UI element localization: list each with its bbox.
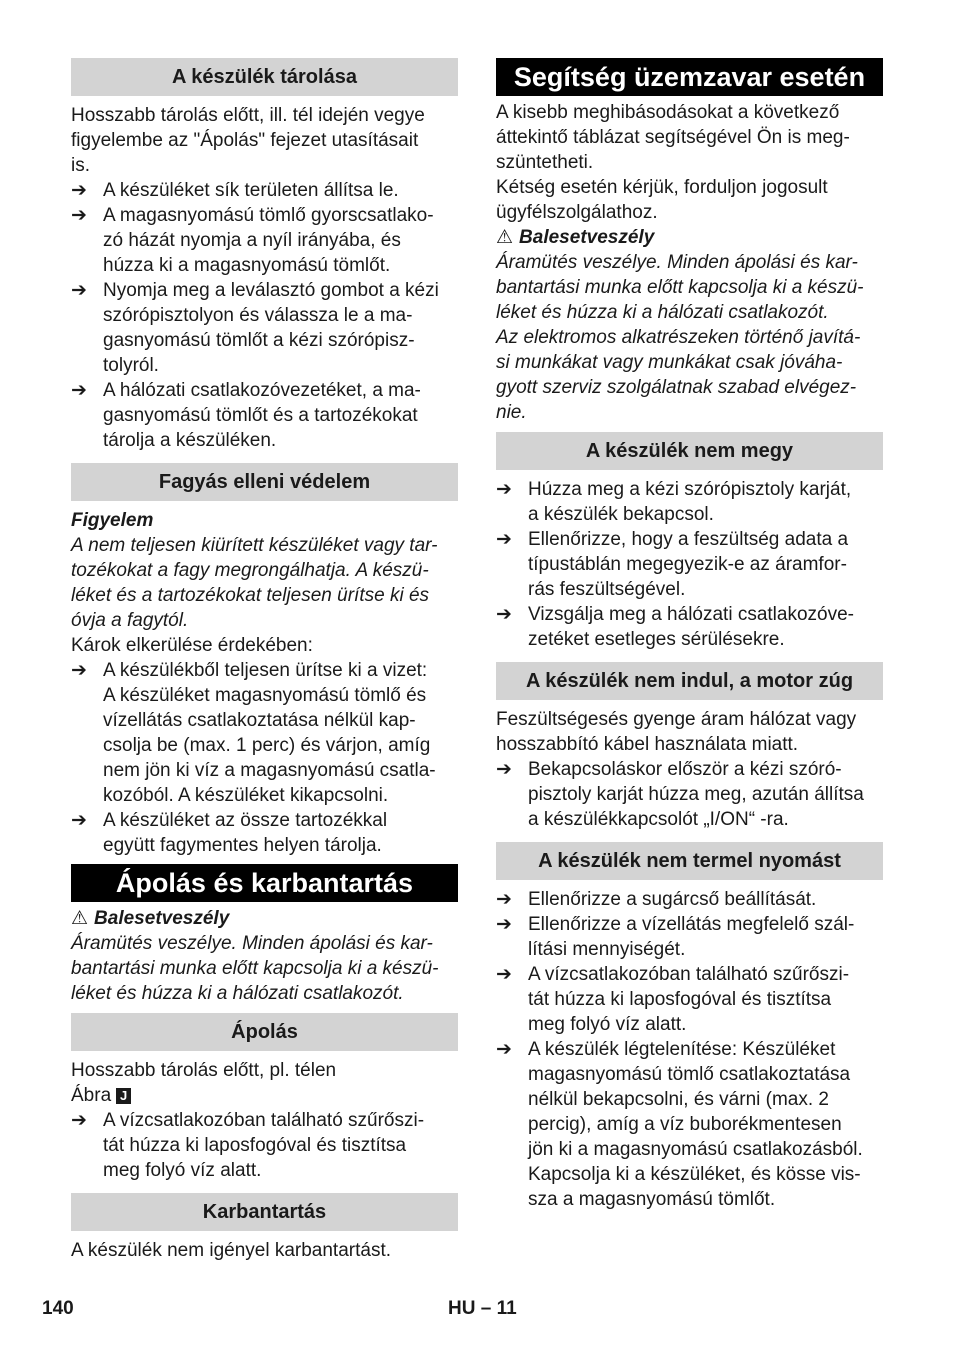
section-title-storage: A készülék tárolása xyxy=(71,58,458,96)
chapter-title-troubleshooting: Segítség üzemzavar esetén xyxy=(496,58,883,96)
list-item: ➔ A vízcsatlakozóban található szűrőszi- tát húzza ki laposfogóval és tisztítsa meg folyó víz alatt. xyxy=(71,1110,425,1181)
warning-triangle-icon: ⚠ xyxy=(71,908,89,929)
arrow-right-icon: ➔ xyxy=(71,380,87,401)
arrow-right-icon: ➔ xyxy=(496,1039,512,1060)
warning-triangle-icon: ⚠ xyxy=(496,227,514,248)
list-item: ➔ A készülék légtelenítése: Készüléket magasnyomású tömlő csatlakoztatása nélkül bekapcsolni, és várni (max. 2 percig), amíg a víz buborékmentesen jön ki a magasnyomású csatlakozásból. Kapcsolja ki a készüléket, és kösse vis- sza a magasnyomású tömlőt. xyxy=(496,1039,863,1210)
storage-intro: Hosszabb tárolás előtt, ill. tél idején vegye figyelembe az "Ápolás" fejezet utasításait is. xyxy=(71,105,425,176)
section-title-not-running: A készülék nem megy xyxy=(496,432,883,470)
chapter-title-care: Ápolás és karbantartás xyxy=(71,864,458,902)
list-item: ➔ Nyomja meg a leválasztó gombot a kézi szórópisztolyon és válassza le a ma- gasnyomású tömlőt a kézi szórópisz- tolyról. xyxy=(71,280,439,376)
list-item: ➔ A hálózati csatlakozóvezetéket, a ma- gasnyomású tömlőt és a tartozékokat tárolja a készüléken. xyxy=(71,380,421,451)
trouble-intro1: A kisebb meghibásodásokat a következő áttekintő táblázat segítségével Ön is meg- szüntetheti. xyxy=(496,102,850,173)
list-item: ➔ A vízcsatlakozóban található szűrőszi- tát húzza ki laposfogóval és tisztítsa meg folyó víz alatt. xyxy=(496,964,850,1035)
warning-heading: ⚠ Balesetveszély xyxy=(71,908,230,929)
arrow-right-icon: ➔ xyxy=(71,810,87,831)
list-item: ➔ A készüléket az össze tartozékkal együtt fagymentes helyen tárolja. xyxy=(71,810,388,856)
figure-reference: Ábra J xyxy=(71,1083,458,1108)
section-title-maintenance: Karbantartás xyxy=(71,1193,458,1231)
list-item: ➔ Ellenőrizze, hogy a feszültség adata a típustáblán megegyezik-e az áramfor- rás feszültségével. xyxy=(496,529,849,600)
arrow-right-icon: ➔ xyxy=(71,660,87,681)
section-title-frost: Fagyás elleni védelem xyxy=(71,463,458,501)
list-item: ➔ Bekapcsoláskor először a kézi szóró- pisztoly karját húzza meg, azután állítsa a készülékkapcsolót „I/ON“ -ra. xyxy=(496,759,864,830)
page-code: HU – 11 xyxy=(448,1298,517,1319)
right-column xyxy=(496,58,883,1212)
trouble-intro2: Kétség esetén kérjük, forduljon jogosult ügyfélszolgálathoz. xyxy=(496,177,828,223)
arrow-right-icon: ➔ xyxy=(71,180,87,201)
arrow-right-icon: ➔ xyxy=(496,889,512,910)
section-title-motor-hum: A készülék nem indul, a motor zúg xyxy=(496,662,883,700)
section-title-no-pressure: A készülék nem termel nyomást xyxy=(496,842,883,880)
arrow-right-icon: ➔ xyxy=(496,759,512,780)
warning-heading: ⚠ Balesetveszély xyxy=(496,227,655,248)
list-item: ➔ A készülékből teljesen ürítse ki a vizet: A készüléket magasnyomású tömlő és vízellátás csatlakoztatása nélkül kap- csolja be (max. 1 perc) és várjon, amíg nem jön ki víz a magasnyomású csatla- kozóból. A készüléket kikapcsolni. xyxy=(71,660,436,806)
list-item: ➔ A készüléket sík területen állítsa le. xyxy=(71,180,399,201)
arrow-right-icon: ➔ xyxy=(496,914,512,935)
arrow-right-icon: ➔ xyxy=(71,280,87,301)
frost-intro: Károk elkerülése érdekében: xyxy=(71,635,313,656)
figure-ref-icon: J xyxy=(116,1088,131,1104)
motor-hum-intro: Feszültségesés gyenge áram hálózat vagy hosszabbító kábel használata miatt. xyxy=(496,709,857,755)
arrow-right-icon: ➔ xyxy=(496,529,512,550)
arrow-right-icon: ➔ xyxy=(71,205,87,226)
arrow-right-icon: ➔ xyxy=(496,479,512,500)
care-warning: Áramütés veszélye. Minden ápolási és kar- bantartási munka előtt kapcsolja ki a készü- léket és húzza ki a hálózati csatlakozót. xyxy=(71,933,439,1004)
arrow-right-icon: ➔ xyxy=(496,604,512,625)
maintenance-text: A készülék nem igényel karbantartást. xyxy=(71,1240,392,1261)
list-item: ➔ Ellenőrizze a vízellátás megfelelő szál- lítási mennyiségét. xyxy=(496,914,855,960)
list-item: ➔ Húzza meg a kézi szórópisztoly karját, a készülék bekapcsol. xyxy=(496,479,852,525)
left-column xyxy=(71,58,458,1263)
list-item: ➔ A magasnyomású tömlő gyorscsatlako- zó házát nyomja a nyíl irányába, és húzza ki a magasnyomású tömlőt. xyxy=(71,205,434,276)
frost-note: A nem teljesen kiürített készüléket vagy tar- tozékokat a fagy megrongálhatja. A készü- léket és a tartozékokat teljesen ürítse ki és óvja a fagytól. xyxy=(71,535,438,631)
cleaning-line1: Hosszabb tárolás előtt, pl. télen xyxy=(71,1060,337,1081)
section-title-cleaning: Ápolás xyxy=(71,1013,458,1051)
list-item: ➔ Ellenőrizze a sugárcső beállítását. xyxy=(496,889,817,910)
arrow-right-icon: ➔ xyxy=(496,964,512,985)
page-number: 140 xyxy=(42,1298,74,1319)
list-item: ➔ Vizsgálja meg a hálózati csatlakozóve- zetéket esetleges sérülésekre. xyxy=(496,604,854,650)
arrow-right-icon: ➔ xyxy=(71,1110,87,1131)
note-label: Figyelem xyxy=(71,510,154,531)
trouble-warning: Áramütés veszélye. Minden ápolási és kar- bantartási munka előtt kapcsolja ki a készü- léket és húzza ki a hálózati csatlakozót. Az elektromos alkatrészeken történő javítá- si munkákat vagy munkákat csak jóváha- gyott szerviz szolgálatnak szabad elvégez- nie. xyxy=(496,252,864,423)
